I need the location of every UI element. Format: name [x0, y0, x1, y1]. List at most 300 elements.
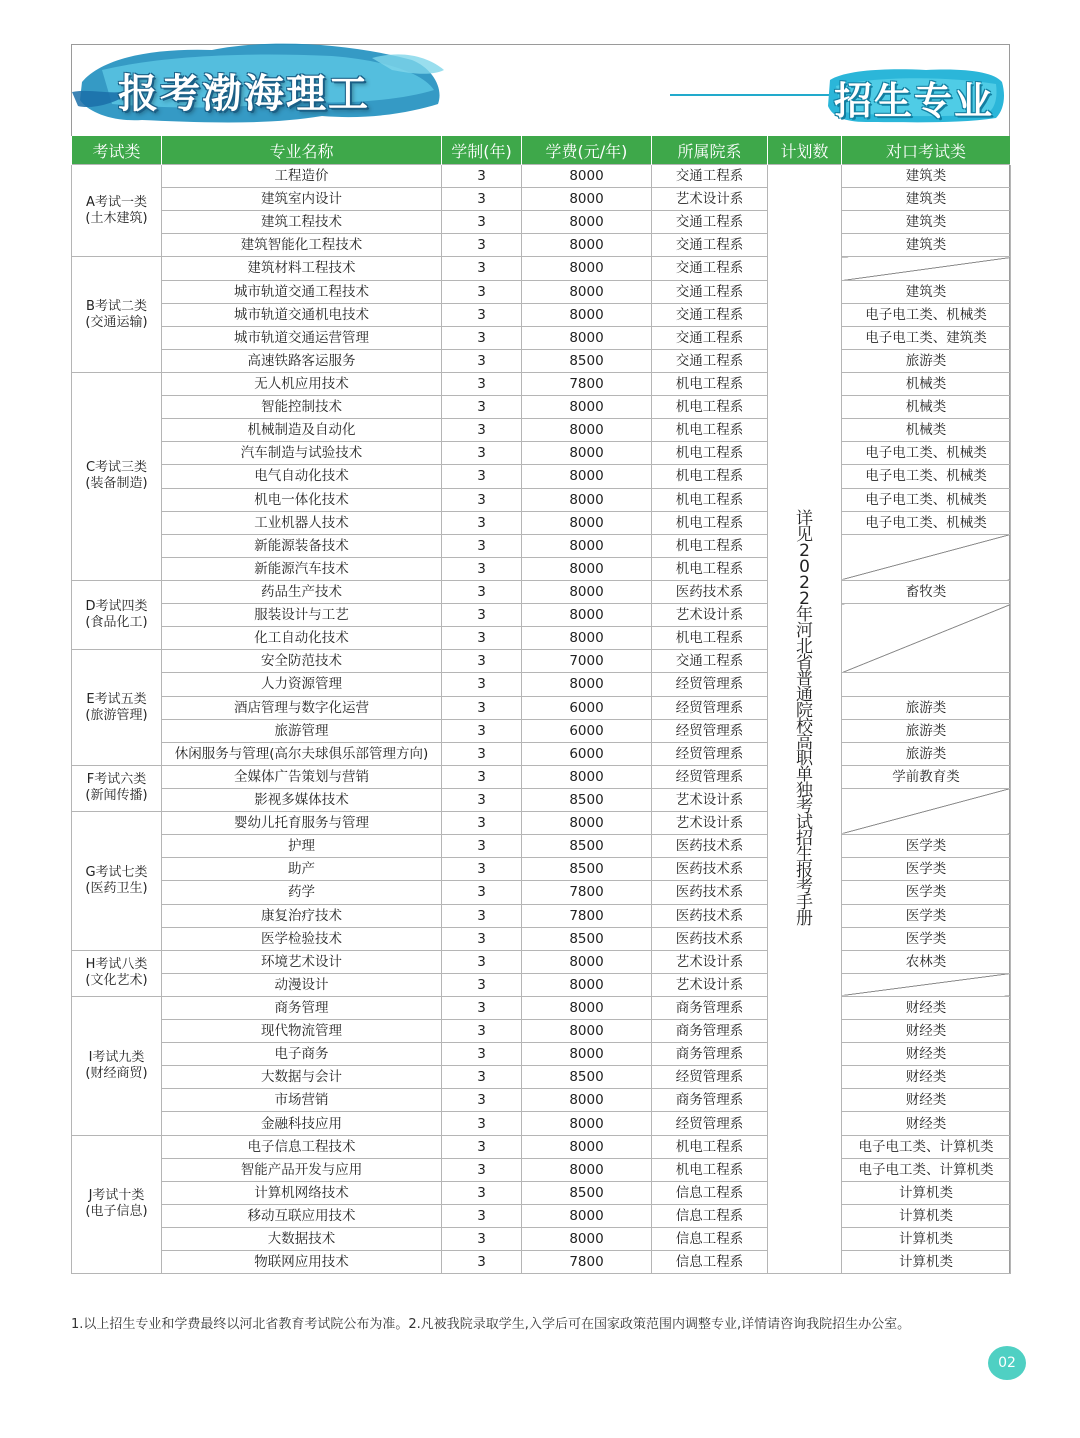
exam-type-cell: 学前教育类: [842, 765, 1011, 788]
department-cell: 商务管理系: [652, 1043, 768, 1066]
tuition-cell: 7800: [522, 1251, 652, 1274]
duration-cell: 3: [442, 696, 522, 719]
major-name-cell: 大数据技术: [162, 1228, 442, 1251]
duration-cell: 3: [442, 858, 522, 881]
exam-type-cell: 机械类: [842, 372, 1011, 395]
exam-type-cell-empty: [842, 257, 1011, 280]
table-row: [72, 835, 1011, 858]
department-cell: 艺术设计系: [652, 188, 768, 211]
duration-cell: 3: [442, 1043, 522, 1066]
plan-count-cell: [768, 165, 842, 1274]
major-name-cell: 汽车制造与试验技术: [162, 442, 442, 465]
column-header: 专业名称: [162, 136, 442, 165]
category-code: J考试十类: [88, 1188, 145, 1204]
major-name-cell: 建筑室内设计: [162, 188, 442, 211]
table-row: [72, 858, 1011, 881]
exam-type-cell: [842, 673, 1011, 696]
duration-cell: 3: [442, 881, 522, 904]
duration-cell: 3: [442, 1089, 522, 1112]
duration-cell: 3: [442, 927, 522, 950]
duration-cell: 3: [442, 1112, 522, 1135]
table-row: [72, 1066, 1011, 1089]
exam-type-cell: 农林类: [842, 950, 1011, 973]
duration-cell: 3: [442, 511, 522, 534]
department-cell: 交通工程系: [652, 303, 768, 326]
plan-note-char: 生: [796, 845, 813, 866]
category-code: E考试五类: [86, 691, 147, 707]
major-name-cell: 城市轨道交通工程技术: [162, 280, 442, 303]
duration-cell: 3: [442, 1135, 522, 1158]
table-row: [72, 396, 1011, 419]
exam-type-cell: 旅游类: [842, 696, 1011, 719]
duration-cell: 3: [442, 465, 522, 488]
major-name-cell: 机械制造及自动化: [162, 419, 442, 442]
table-row: [72, 257, 1011, 280]
duration-cell: 3: [442, 650, 522, 673]
department-cell: 经贸管理系: [652, 696, 768, 719]
major-name-cell: 安全防范技术: [162, 650, 442, 673]
table-header-row: [72, 136, 1011, 165]
department-cell: 医药技术系: [652, 580, 768, 603]
tuition-cell: 8000: [522, 950, 652, 973]
plan-note-char: 院: [796, 701, 813, 722]
plan-note-char: 年: [796, 605, 813, 626]
duration-cell: 3: [442, 765, 522, 788]
tuition-cell: 7800: [522, 904, 652, 927]
tuition-cell: 8000: [522, 280, 652, 303]
tuition-cell: 8000: [522, 627, 652, 650]
tuition-cell: 8000: [522, 673, 652, 696]
exam-type-cell: 建筑类: [842, 188, 1011, 211]
tuition-cell: 8500: [522, 858, 652, 881]
duration-cell: 3: [442, 742, 522, 765]
major-name-cell: 动漫设计: [162, 973, 442, 996]
department-cell: 信息工程系: [652, 1228, 768, 1251]
table-row: [72, 465, 1011, 488]
tuition-cell: 8000: [522, 1020, 652, 1043]
department-cell: 艺术设计系: [652, 950, 768, 973]
plan-note-char: 报: [796, 861, 813, 882]
department-cell: 医药技术系: [652, 927, 768, 950]
duration-cell: 3: [442, 280, 522, 303]
category-code: D考试四类: [85, 599, 148, 615]
exam-type-cell: 计算机类: [842, 1251, 1011, 1274]
table-row: [72, 580, 1011, 603]
tuition-cell: 8500: [522, 927, 652, 950]
table-row: [72, 673, 1011, 696]
section-badge: 招生专业: [834, 79, 995, 123]
duration-cell: 3: [442, 1228, 522, 1251]
exam-type-cell-empty: [842, 534, 1011, 580]
exam-type-cell: 电子电工类、计算机类: [842, 1135, 1011, 1158]
tuition-cell: 8000: [522, 188, 652, 211]
major-name-cell: 物联网应用技术: [162, 1251, 442, 1274]
duration-cell: 3: [442, 673, 522, 696]
table-row: [72, 742, 1011, 765]
table-row: [72, 303, 1011, 326]
tuition-cell: 7800: [522, 372, 652, 395]
department-cell: 商务管理系: [652, 996, 768, 1019]
plan-note-char: 北: [796, 637, 813, 658]
duration-cell: 3: [442, 835, 522, 858]
duration-cell: 3: [442, 627, 522, 650]
table-row: [72, 904, 1011, 927]
major-name-cell: 机电一体化技术: [162, 488, 442, 511]
column-header: 对口考试类: [842, 136, 1011, 165]
department-cell: 机电工程系: [652, 396, 768, 419]
table-row: [72, 419, 1011, 442]
tuition-cell: 8000: [522, 973, 652, 996]
table-row: [72, 1089, 1011, 1112]
exam-type-cell: 建筑类: [842, 211, 1011, 234]
table-row: [72, 211, 1011, 234]
table-row: [72, 950, 1011, 973]
exam-type-cell: 财经类: [842, 1020, 1011, 1043]
duration-cell: 3: [442, 326, 522, 349]
table-row: [72, 1135, 1011, 1158]
category-field: (交通运输): [85, 314, 148, 330]
duration-cell: 3: [442, 1204, 522, 1227]
department-cell: 机电工程系: [652, 372, 768, 395]
table-row: [72, 372, 1011, 395]
exam-type-cell: 计算机类: [842, 1181, 1011, 1204]
category-code: F考试六类: [86, 772, 147, 788]
plan-note-char: 试: [796, 813, 813, 834]
major-name-cell: 新能源汽车技术: [162, 557, 442, 580]
plan-note-char: 独: [796, 781, 813, 802]
exam-type-cell: 电子电工类、计算机类: [842, 1158, 1011, 1181]
plan-note-char: 普: [796, 669, 813, 690]
category-field: (土木建筑): [85, 210, 148, 226]
tuition-cell: 8000: [522, 211, 652, 234]
tuition-cell: 8000: [522, 488, 652, 511]
duration-cell: 3: [442, 303, 522, 326]
department-cell: 信息工程系: [652, 1251, 768, 1274]
table-row: [72, 1181, 1011, 1204]
exam-type-cell: 建筑类: [842, 280, 1011, 303]
category-field: (新闻传播): [85, 788, 148, 804]
exam-category-cell: [72, 372, 162, 580]
exam-category-cell: [72, 765, 162, 811]
tuition-cell: 8000: [522, 419, 652, 442]
major-name-cell: 计算机网络技术: [162, 1181, 442, 1204]
table-row: [72, 326, 1011, 349]
major-name-cell: 化工自动化技术: [162, 627, 442, 650]
major-name-cell: 环境艺术设计: [162, 950, 442, 973]
major-name-cell: 金融科技应用: [162, 1112, 442, 1135]
tuition-cell: 8500: [522, 349, 652, 372]
exam-type-cell: 计算机类: [842, 1204, 1011, 1227]
column-header: 计划数: [768, 136, 842, 165]
table-row: [72, 719, 1011, 742]
department-cell: 机电工程系: [652, 627, 768, 650]
department-cell: 经贸管理系: [652, 719, 768, 742]
exam-category-cell: [72, 257, 162, 373]
table-row: [72, 511, 1011, 534]
exam-type-cell: 医学类: [842, 927, 1011, 950]
department-cell: 经贸管理系: [652, 673, 768, 696]
tuition-cell: 8000: [522, 257, 652, 280]
department-cell: 交通工程系: [652, 280, 768, 303]
department-cell: 机电工程系: [652, 442, 768, 465]
table-row: [72, 1112, 1011, 1135]
plan-note-char: 单: [796, 765, 813, 786]
major-name-cell: 人力资源管理: [162, 673, 442, 696]
major-name-cell: 移动互联应用技术: [162, 1204, 442, 1227]
exam-type-cell: 电子电工类、机械类: [842, 511, 1011, 534]
tuition-cell: 8500: [522, 1066, 652, 1089]
exam-type-cell: 财经类: [842, 996, 1011, 1019]
department-cell: 机电工程系: [652, 419, 768, 442]
duration-cell: 3: [442, 1020, 522, 1043]
plan-note-char: 详: [796, 509, 813, 530]
plan-note-char: 考: [796, 797, 813, 818]
duration-cell: 3: [442, 534, 522, 557]
major-name-cell: 大数据与会计: [162, 1066, 442, 1089]
exam-type-cell: 建筑类: [842, 234, 1011, 257]
duration-cell: 3: [442, 488, 522, 511]
tuition-cell: 6000: [522, 696, 652, 719]
department-cell: 机电工程系: [652, 488, 768, 511]
table-row: [72, 996, 1011, 1019]
exam-category-cell: [72, 996, 162, 1135]
footnote: 1.以上招生专业和学费最终以河北省教育考试院公布为准。2.凡被我院录取学生,入学后可在国家政策范围内调整专业,详情请咨询我院招生办公室。: [71, 1317, 911, 1332]
department-cell: 机电工程系: [652, 1158, 768, 1181]
exam-type-cell: 建筑类: [842, 165, 1011, 188]
department-cell: 交通工程系: [652, 211, 768, 234]
exam-type-cell: 电子电工类、机械类: [842, 465, 1011, 488]
tuition-cell: 8000: [522, 234, 652, 257]
department-cell: 艺术设计系: [652, 604, 768, 627]
exam-category-cell: [72, 950, 162, 996]
duration-cell: 3: [442, 396, 522, 419]
table-row: [72, 1158, 1011, 1181]
department-cell: 机电工程系: [652, 557, 768, 580]
category-field: (食品化工): [85, 615, 148, 631]
table-row: [72, 280, 1011, 303]
exam-type-cell: 电子电工类、机械类: [842, 488, 1011, 511]
plan-note-char: 职: [796, 749, 813, 770]
exam-type-cell: 财经类: [842, 1066, 1011, 1089]
exam-type-cell: 机械类: [842, 396, 1011, 419]
major-name-cell: 酒店管理与数字化运营: [162, 696, 442, 719]
duration-cell: 3: [442, 372, 522, 395]
department-cell: 经贸管理系: [652, 1066, 768, 1089]
tuition-cell: 8000: [522, 326, 652, 349]
tuition-cell: 6000: [522, 742, 652, 765]
plan-note-char: 2: [799, 573, 810, 594]
table-body: [72, 165, 1011, 1274]
duration-cell: 3: [442, 442, 522, 465]
exam-type-cell: 财经类: [842, 1089, 1011, 1112]
exam-type-cell: 电子电工类、建筑类: [842, 326, 1011, 349]
major-name-cell: 建筑智能化工程技术: [162, 234, 442, 257]
exam-type-cell: 医学类: [842, 835, 1011, 858]
table-row: [72, 349, 1011, 372]
major-name-cell: 建筑材料工程技术: [162, 257, 442, 280]
department-cell: 商务管理系: [652, 1020, 768, 1043]
duration-cell: 3: [442, 812, 522, 835]
exam-type-cell-empty: [842, 973, 1011, 996]
table-row: [72, 1204, 1011, 1227]
tuition-cell: 8500: [522, 788, 652, 811]
major-name-cell: 电气自动化技术: [162, 465, 442, 488]
duration-cell: 3: [442, 904, 522, 927]
duration-cell: 3: [442, 604, 522, 627]
tuition-cell: 8000: [522, 1043, 652, 1066]
major-name-cell: 康复治疗技术: [162, 904, 442, 927]
plan-note-char: 河: [796, 621, 813, 642]
table-row: [72, 788, 1011, 811]
department-cell: 经贸管理系: [652, 1112, 768, 1135]
duration-cell: 3: [442, 788, 522, 811]
duration-cell: 3: [442, 165, 522, 188]
plan-note-char: 通: [796, 685, 813, 706]
tuition-cell: 8000: [522, 165, 652, 188]
tuition-cell: 7800: [522, 881, 652, 904]
exam-category-cell: [72, 812, 162, 951]
column-header: 学费(元/年): [522, 136, 652, 165]
category-code: H考试八类: [85, 957, 148, 973]
duration-cell: 3: [442, 211, 522, 234]
tuition-cell: 8000: [522, 1228, 652, 1251]
major-name-cell: 建筑工程技术: [162, 211, 442, 234]
plan-note-char: 册: [796, 909, 813, 930]
exam-type-cell: 旅游类: [842, 742, 1011, 765]
exam-type-cell: 机械类: [842, 419, 1011, 442]
duration-cell: 3: [442, 1066, 522, 1089]
exam-type-cell-empty: [842, 604, 1011, 673]
duration-cell: 3: [442, 257, 522, 280]
major-name-cell: 高速铁路客运服务: [162, 349, 442, 372]
plan-note-char: 手: [796, 893, 813, 914]
plan-note-char: 见: [796, 525, 813, 546]
column-header: 学制(年): [442, 136, 522, 165]
column-header: 所属院系: [652, 136, 768, 165]
exam-type-cell: 医学类: [842, 858, 1011, 881]
major-name-cell: 现代物流管理: [162, 1020, 442, 1043]
duration-cell: 3: [442, 1158, 522, 1181]
duration-cell: 3: [442, 996, 522, 1019]
duration-cell: 3: [442, 1251, 522, 1274]
tuition-cell: 6000: [522, 719, 652, 742]
table-row: [72, 604, 1011, 627]
tuition-cell: 8000: [522, 580, 652, 603]
table-row: [72, 488, 1011, 511]
column-header: 考试类: [72, 136, 162, 165]
tuition-cell: 8000: [522, 465, 652, 488]
category-code: B考试二类: [86, 298, 147, 314]
table-row: [72, 534, 1011, 557]
department-cell: 医药技术系: [652, 858, 768, 881]
tuition-cell: 8500: [522, 1181, 652, 1204]
duration-cell: 3: [442, 950, 522, 973]
table-row: [72, 881, 1011, 904]
table-row: [72, 1228, 1011, 1251]
exam-type-cell: 电子电工类、机械类: [842, 303, 1011, 326]
category-code: I考试九类: [88, 1049, 145, 1065]
major-name-cell: 工业机器人技术: [162, 511, 442, 534]
department-cell: 经贸管理系: [652, 765, 768, 788]
plan-note-char: 2: [799, 589, 810, 610]
department-cell: 经贸管理系: [652, 742, 768, 765]
major-name-cell: 电子商务: [162, 1043, 442, 1066]
tuition-cell: 8000: [522, 1112, 652, 1135]
major-name-cell: 医学检验技术: [162, 927, 442, 950]
tuition-cell: 8000: [522, 396, 652, 419]
department-cell: 交通工程系: [652, 349, 768, 372]
department-cell: 机电工程系: [652, 465, 768, 488]
plan-note-char: 校: [796, 717, 813, 738]
category-code: C考试三类: [85, 460, 148, 476]
major-name-cell: 休闲服务与管理(高尔夫球俱乐部管理方向): [162, 742, 442, 765]
department-cell: 机电工程系: [652, 534, 768, 557]
exam-type-cell: 旅游类: [842, 719, 1011, 742]
major-name-cell: 护理: [162, 835, 442, 858]
duration-cell: 3: [442, 719, 522, 742]
major-name-cell: 智能控制技术: [162, 396, 442, 419]
duration-cell: 3: [442, 419, 522, 442]
department-cell: 艺术设计系: [652, 973, 768, 996]
tuition-cell: 8000: [522, 303, 652, 326]
exam-type-cell: 医学类: [842, 904, 1011, 927]
exam-category-cell: [72, 165, 162, 257]
major-name-cell: 工程造价: [162, 165, 442, 188]
major-name-cell: 市场营销: [162, 1089, 442, 1112]
duration-cell: 3: [442, 973, 522, 996]
duration-cell: 3: [442, 557, 522, 580]
table-row: [72, 1020, 1011, 1043]
tuition-cell: 8000: [522, 1204, 652, 1227]
category-field: (财经商贸): [85, 1065, 148, 1081]
exam-type-cell: 计算机类: [842, 1228, 1011, 1251]
tuition-cell: 8000: [522, 1089, 652, 1112]
major-name-cell: 旅游管理: [162, 719, 442, 742]
exam-type-cell: 畜牧类: [842, 580, 1011, 603]
major-name-cell: 婴幼儿托育服务与管理: [162, 812, 442, 835]
department-cell: 交通工程系: [652, 257, 768, 280]
category-field: (装备制造): [85, 476, 148, 492]
exam-type-cell: 财经类: [842, 1043, 1011, 1066]
department-cell: 机电工程系: [652, 511, 768, 534]
department-cell: 机电工程系: [652, 1135, 768, 1158]
duration-cell: 3: [442, 1181, 522, 1204]
department-cell: 交通工程系: [652, 326, 768, 349]
category-field: (旅游管理): [85, 707, 148, 723]
major-name-cell: 智能产品开发与应用: [162, 1158, 442, 1181]
page-title: 报考渤海理工: [118, 71, 370, 117]
page-number-badge: 02: [988, 1346, 1026, 1380]
exam-type-cell: 旅游类: [842, 349, 1011, 372]
department-cell: 交通工程系: [652, 650, 768, 673]
duration-cell: 3: [442, 234, 522, 257]
exam-type-cell-empty: [842, 788, 1011, 834]
major-name-cell: 新能源装备技术: [162, 534, 442, 557]
department-cell: 商务管理系: [652, 1089, 768, 1112]
tuition-cell: 8000: [522, 765, 652, 788]
exam-category-cell: [72, 1135, 162, 1274]
table-row: [72, 234, 1011, 257]
category-code: A考试一类: [86, 194, 147, 210]
plan-note-char: 2: [799, 541, 810, 562]
tuition-cell: 8000: [522, 534, 652, 557]
title-divider-line: [670, 94, 830, 96]
tuition-cell: 7000: [522, 650, 652, 673]
department-cell: 医药技术系: [652, 904, 768, 927]
table-row: [72, 188, 1011, 211]
major-name-cell: 影视多媒体技术: [162, 788, 442, 811]
major-name-cell: 无人机应用技术: [162, 372, 442, 395]
